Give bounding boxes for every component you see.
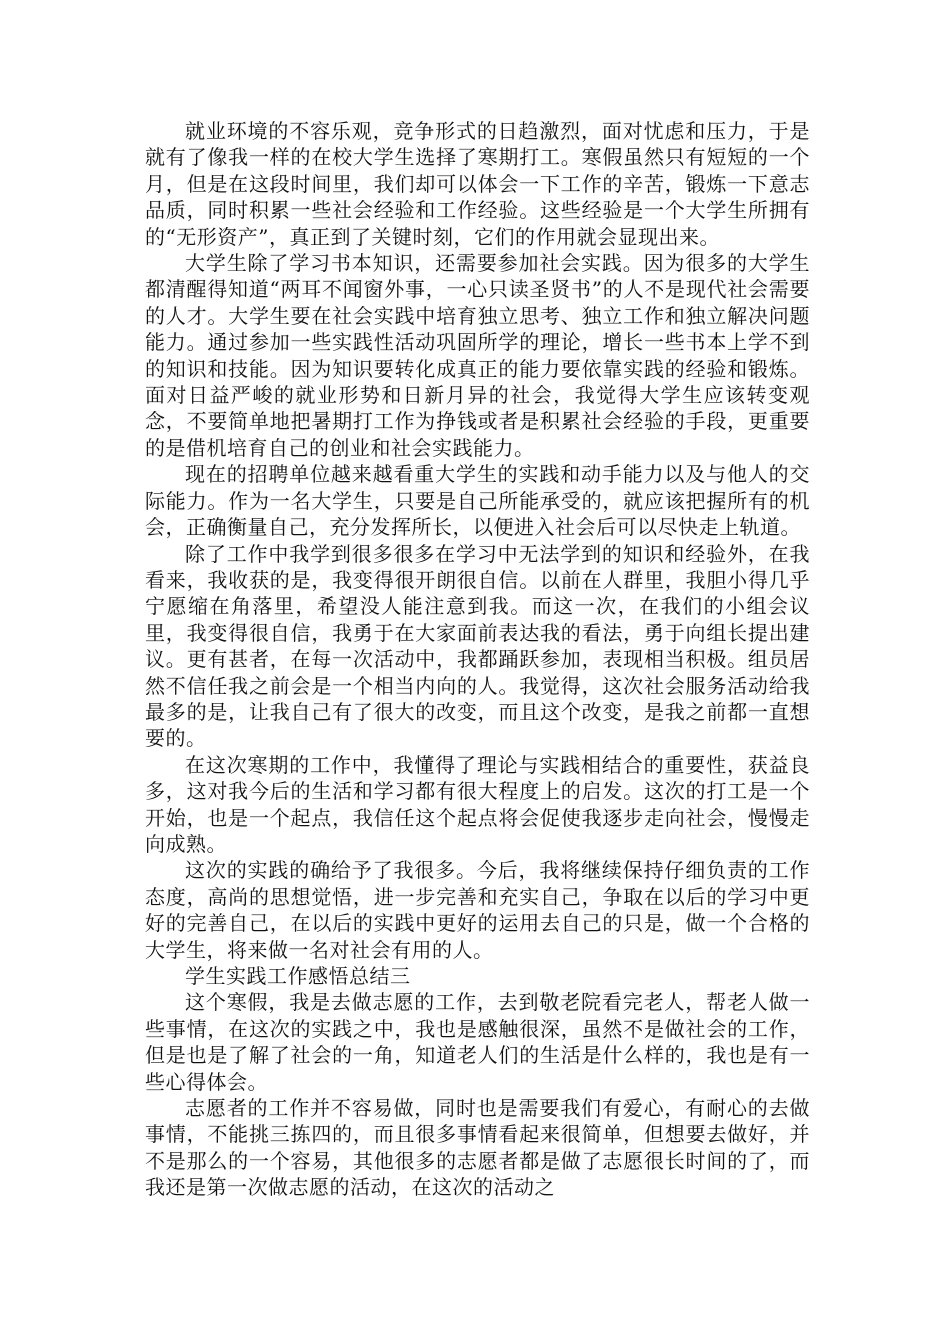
paragraph-volunteer-work: 志愿者的工作并不容易做，同时也是需要我们有爱心，有耐心的去做事情，不能挑三拣四的，而且很多事情看起来很简单，但想要去做好，并不是那么的一个容易，其他很多的志愿者都是做了志愿很长时间的了，而我还是第一次做志愿的活动，在这次的活动之 xyxy=(145,1096,810,1200)
paragraph-recruiting: 现在的招聘单位越来越看重大学生的实践和动手能力以及与他人的交际能力。作为一名大学生，只要是自己所能承受的，就应该把握所有的机会，正确衡量自己，充分发挥所长，以便进入社会后可以尽快走上轨道。 xyxy=(145,462,810,540)
paragraph-volunteer: 这个寒假，我是去做志愿的工作，去到敬老院看完老人，帮老人做一些事情，在这次的实践之中，我也是感触很深，虽然不是做社会的工作，但是也是了解了社会的一角，知道老人们的生活是什么样的，我也是有一些心得体会。 xyxy=(145,990,810,1094)
paragraph-social-practice: 大学生除了学习书本知识，还需要参加社会实践。因为很多的大学生都清醒得知道“两耳不闻窗外事，一心只读圣贤书”的人不是现代社会需要的人才。大学生要在社会实践中培育独立思考、独立工作和独立解决问题能力。通过参加一些实践性活动巩固所学的理论，增长一些书本上学不到的知识和技能。因为知识要转化成真正的能力要依靠实践的经验和锻炼。面对日益严峻的就业形势和日新月异的社会，我觉得大学生应该转变观念，不要简单地把暑期打工作为挣钱或者是积累社会经验的手段，更重要的是借机培育自己的创业和社会实践能力。 xyxy=(145,251,810,460)
document-page xyxy=(145,118,810,1201)
paragraph-confidence: 除了工作中我学到很多很多在学习中无法学到的知识和经验外，在我看来，我收获的是，我变得很开朗很自信。以前在人群里，我胆小得几乎宁愿缩在角落里，希望没人能注意到我。而这一次，在我们的小组会议里，我变得很自信，我勇于在大家面前表达我的看法，勇于向组长提出建议。更有甚者，在每一次活动中，我都踊跃参加，表现相当积极。组员居然不信任我之前会是一个相当内向的人。我觉得，这次社会服务活动给我最多的是，让我自己有了很大的改变，而且这个改变，是我之前都一直想要的。 xyxy=(145,541,810,751)
paragraph-future: 这次的实践的确给予了我很多。今后，我将继续保持仔细负责的工作态度，高尚的思想觉悟，进一步完善和充实自己，争取在以后的学习中更好的完善自己，在以后的实践中更好的运用去自己的只是，做一个合格的大学生，将来做一名对社会有用的人。 xyxy=(145,858,810,962)
paragraph-theory-practice: 在这次寒期的工作中，我懂得了理论与实践相结合的重要性，获益良多，这对我今后的生活和学习都有很大程度上的启发。这次的打工是一个开始，也是一个起点，我信任这个起点将会促使我逐步走向社会，慢慢走向成熟。 xyxy=(145,752,810,856)
section-heading: 学生实践工作感悟总结三 xyxy=(185,964,411,988)
paragraph-employment: 就业环境的不容乐观，竞争形式的日趋激烈，面对忧虑和压力，于是就有了像我一样的在校大学生选择了寒期打工。寒假虽然只有短短的一个月，但是在这段时间里，我们却可以体会一下工作的辛苦，锻炼一下意志品质，同时积累一些社会经验和工作经验。这些经验是一个大学生所拥有的“无形资产”，真正到了关键时刻，它们的作用就会显现出来。 xyxy=(145,119,810,249)
